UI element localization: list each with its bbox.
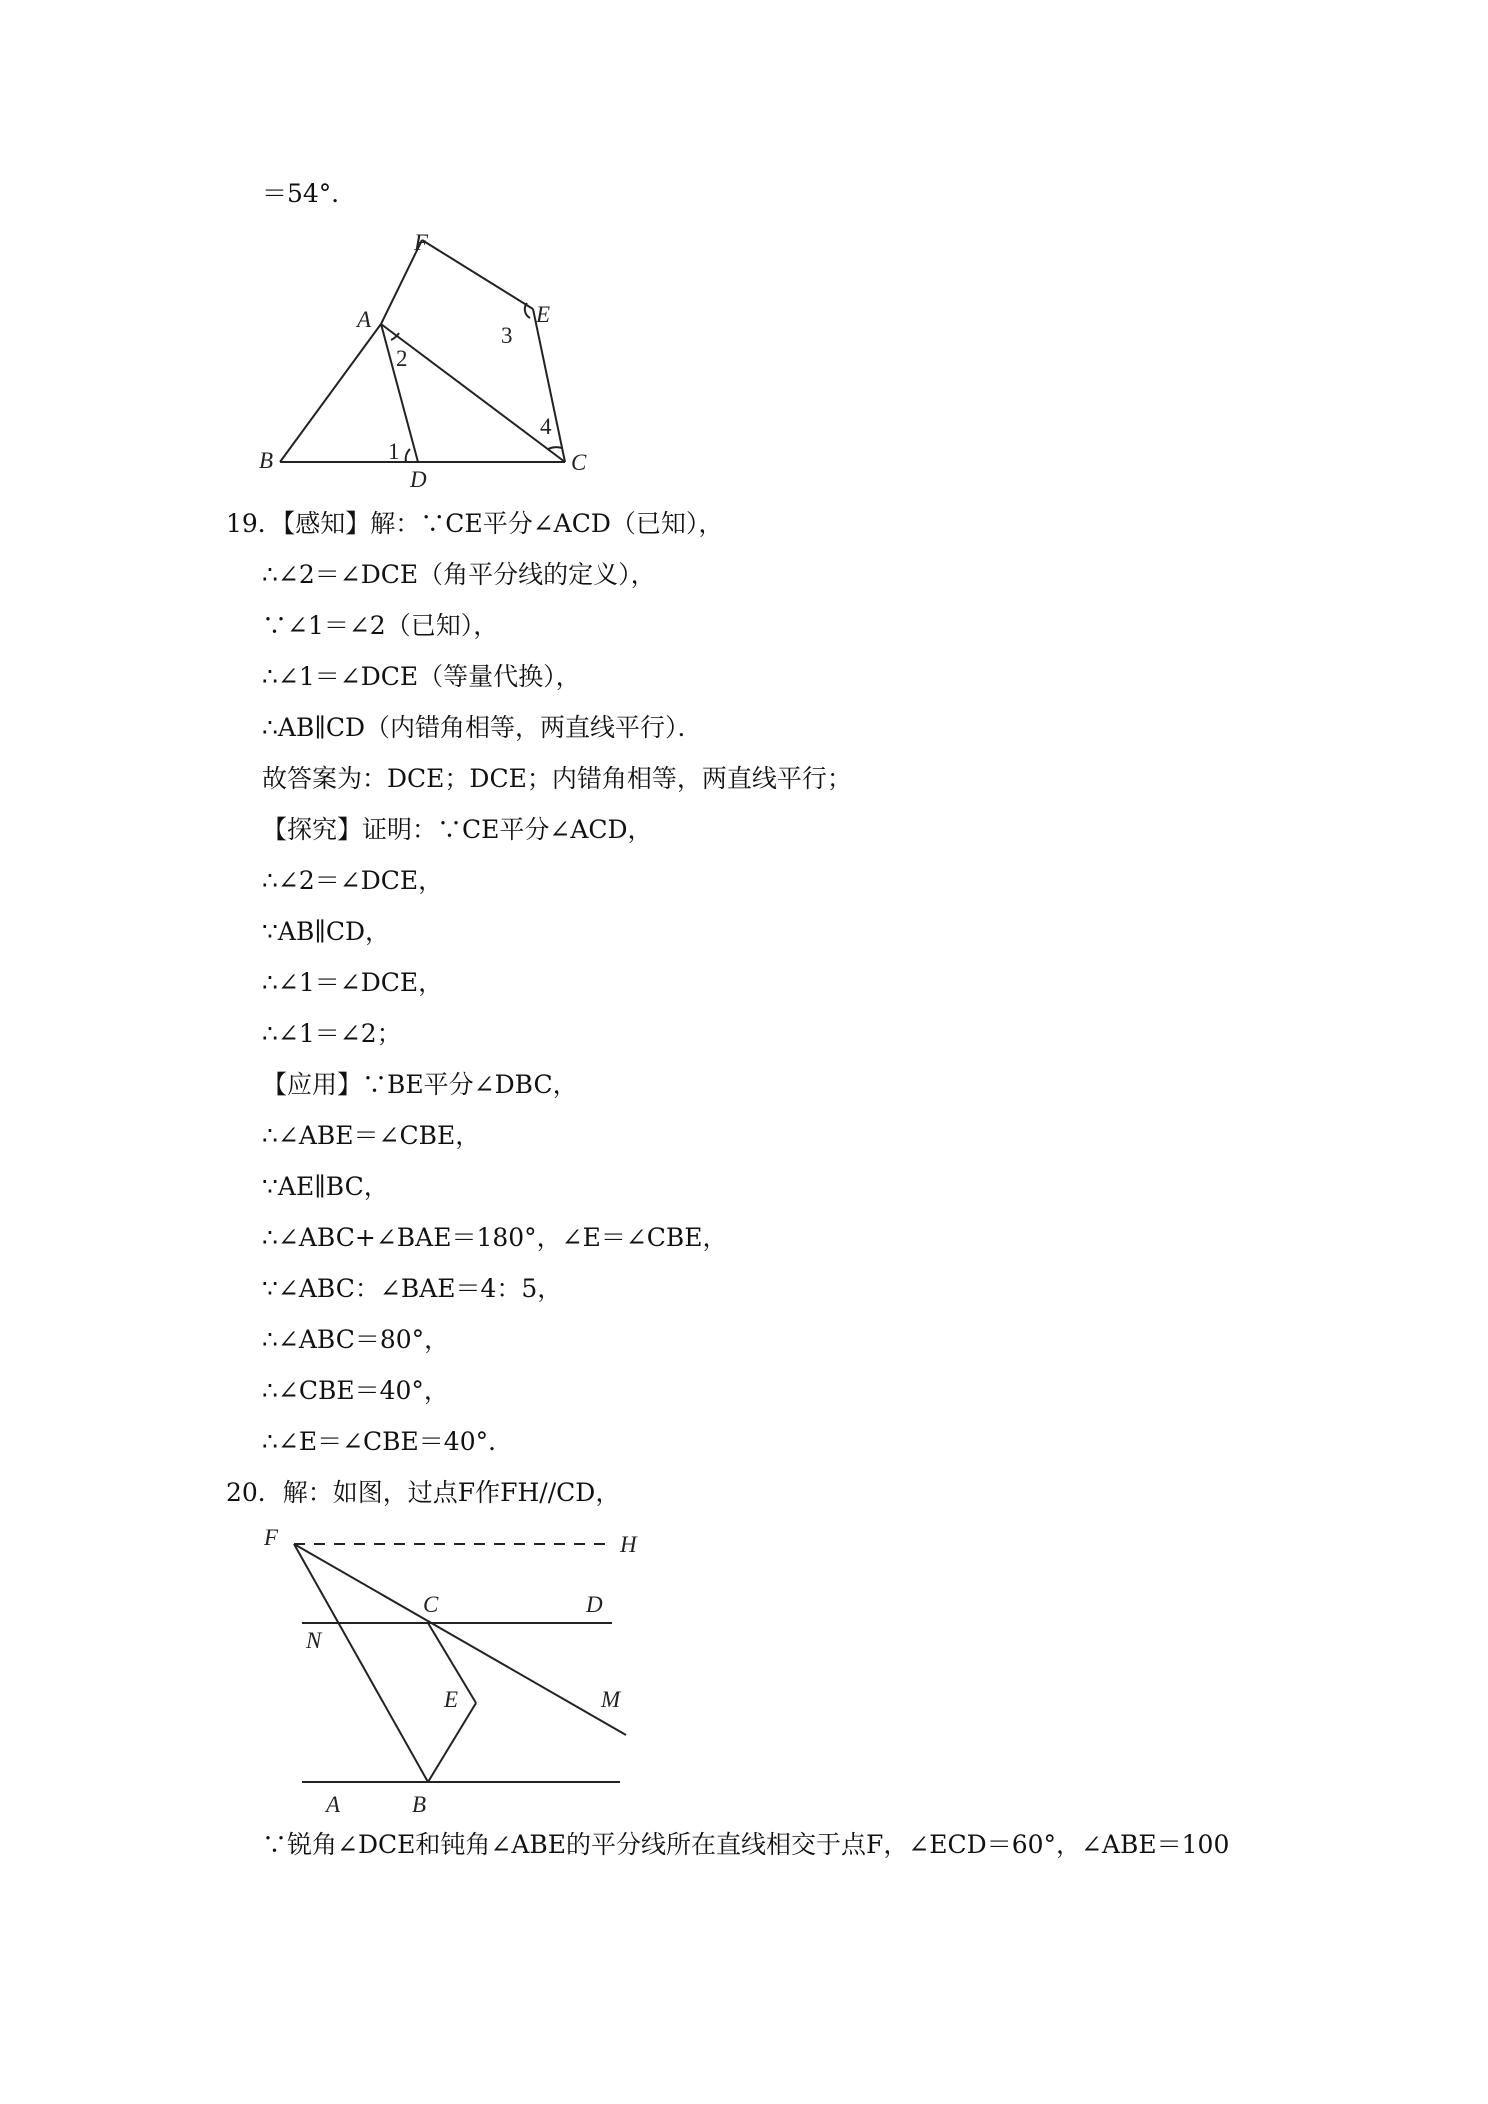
text-line: 19．【感知】解：∵CE平分∠ACD（已知）， xyxy=(226,509,724,538)
point-label-F: F xyxy=(264,1525,279,1550)
vertex-label-E: E xyxy=(536,302,551,327)
text-line: ∴∠ABC＝80°， xyxy=(262,1325,450,1354)
vertex-label-B: B xyxy=(259,448,274,473)
text-line: ∴∠2＝∠DCE（角平分线的定义）， xyxy=(262,560,656,589)
text-line: ＝54°． xyxy=(262,179,357,208)
text-line: ∴AB∥CD（内错角相等，两直线平行）． xyxy=(262,713,703,742)
text-line: ∴∠1＝∠2； xyxy=(262,1019,402,1048)
text-line: ∴∠2＝∠DCE， xyxy=(262,866,444,895)
text-line: 故答案为：DCE；DCE；内错角相等，两直线平行； xyxy=(262,764,852,793)
vertex-label-C: C xyxy=(571,450,587,475)
vertex-label-A: A xyxy=(357,307,372,332)
text-line: 【探究】证明：∵CE平分∠ACD， xyxy=(262,815,653,844)
text-line: ∴∠1＝∠DCE（等量代换）， xyxy=(262,662,581,691)
vertex-label-F: F xyxy=(414,230,429,255)
text-line: ∵锐角∠DCE和钝角∠ABE的平分线所在直线相交于点F，∠ECD＝60°，∠ABE＝100 xyxy=(262,1830,1230,1859)
point-label-M: M xyxy=(601,1687,621,1712)
point-label-B: B xyxy=(412,1792,427,1817)
point-label-E: E xyxy=(444,1687,459,1712)
text-line: ∴∠E＝∠CBE＝40°． xyxy=(262,1427,514,1456)
point-label-D: D xyxy=(586,1592,603,1617)
text-line: ∵∠1＝∠2（已知）， xyxy=(262,611,499,640)
text-line: ∴∠1＝∠DCE， xyxy=(262,968,444,997)
text-line: ∵AB∥CD， xyxy=(262,917,391,946)
text-line: ∴∠ABE＝∠CBE， xyxy=(262,1121,481,1150)
point-label-A: A xyxy=(326,1792,341,1817)
text-line: ∵∠ABC：∠BAE＝4：5， xyxy=(262,1274,563,1303)
angle-label-1: 1 xyxy=(388,439,400,464)
point-label-N: N xyxy=(306,1628,322,1653)
vertex-label-D: D xyxy=(410,467,427,492)
angle-label-2: 2 xyxy=(396,346,408,371)
text-line: ∴∠ABC+∠BAE＝180°，∠E＝∠CBE， xyxy=(262,1223,728,1252)
point-label-H: H xyxy=(620,1532,637,1557)
text-line: 【应用】∵BE平分∠DBC， xyxy=(262,1070,578,1099)
text-line: ∴∠CBE＝40°， xyxy=(262,1376,449,1405)
text-line: 20．解：如图，过点F作FH//CD， xyxy=(226,1478,621,1507)
angle-label-4: 4 xyxy=(540,414,552,439)
text-line: ∵AE∥BC， xyxy=(262,1172,389,1201)
angle-label-3: 3 xyxy=(501,323,513,348)
point-label-C: C xyxy=(423,1592,439,1617)
